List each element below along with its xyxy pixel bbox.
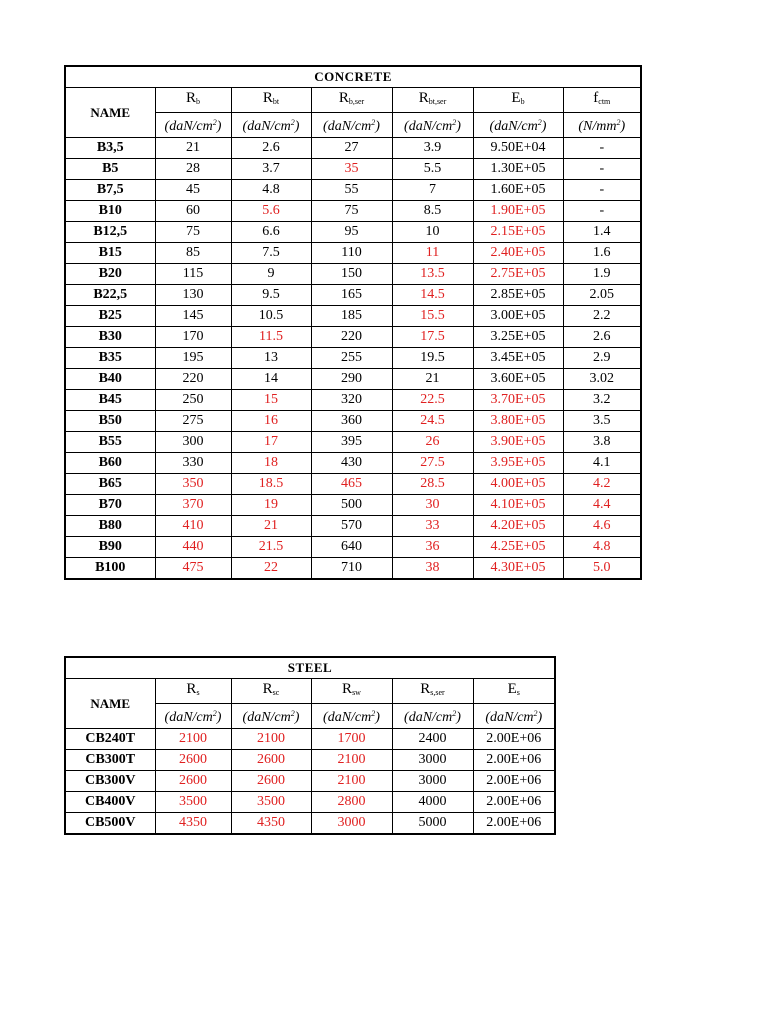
concrete-value-cell: 220 <box>311 327 392 348</box>
concrete-value-cell: 710 <box>311 558 392 580</box>
concrete-row <box>65 348 641 369</box>
concrete-value-cell: 2.75E+05 <box>473 264 563 285</box>
concrete-value-cell: 130 <box>155 285 231 306</box>
concrete-row <box>65 390 641 411</box>
concrete-value-cell: 75 <box>155 222 231 243</box>
concrete-value-cell: 4.6 <box>563 516 641 537</box>
unit-close: ) <box>294 710 300 725</box>
steel-value-cell: 2.00E+06 <box>473 750 555 771</box>
symbol-letter: R <box>262 681 273 697</box>
concrete-value-cell: 395 <box>311 432 392 453</box>
steel-row <box>65 771 555 792</box>
concrete-grade-name: B40 <box>65 369 155 390</box>
steel-column-symbol <box>392 679 473 704</box>
concrete-value-cell: 19.5 <box>392 348 473 369</box>
steel-column-symbol <box>155 679 231 704</box>
concrete-value-cell: 430 <box>311 453 392 474</box>
concrete-grade-name: B70 <box>65 495 155 516</box>
concrete-value-cell: 33 <box>392 516 473 537</box>
concrete-value-cell: 13 <box>231 348 311 369</box>
unit-exponent: 2 <box>290 709 295 718</box>
concrete-value-cell: 14 <box>231 369 311 390</box>
concrete-row <box>65 558 641 580</box>
steel-column-symbol <box>231 679 311 704</box>
steel-value-cell: 3000 <box>392 750 473 771</box>
concrete-value-cell: 440 <box>155 537 231 558</box>
concrete-grade-name: B65 <box>65 474 155 495</box>
steel-name-header: NAME <box>65 679 155 729</box>
concrete-value-cell: 4.8 <box>231 180 311 201</box>
steel-value-cell: 5000 <box>392 813 473 835</box>
concrete-value-cell: 3.95E+05 <box>473 453 563 474</box>
concrete-value-cell: 45 <box>155 180 231 201</box>
concrete-value-cell: 10.5 <box>231 306 311 327</box>
concrete-row <box>65 432 641 453</box>
concrete-value-cell: 350 <box>155 474 231 495</box>
concrete-row <box>65 411 641 432</box>
unit-text: (daN/cm <box>323 710 372 725</box>
concrete-value-cell: 30 <box>392 495 473 516</box>
symbol-letter: E <box>507 681 517 697</box>
unit-close: ) <box>456 119 461 134</box>
concrete-row <box>65 537 641 558</box>
concrete-value-cell: 6.6 <box>231 222 311 243</box>
concrete-grade-name: B80 <box>65 516 155 537</box>
concrete-value-cell: 115 <box>155 264 231 285</box>
concrete-value-cell: 36 <box>392 537 473 558</box>
unit-exponent: 2 <box>452 709 457 718</box>
symbol-subscript: sw <box>352 688 361 697</box>
concrete-value-cell: - <box>563 201 641 222</box>
concrete-value-cell: 4.20E+05 <box>473 516 563 537</box>
concrete-grade-name: B7,5 <box>65 180 155 201</box>
unit-text: (daN/cm <box>404 119 453 134</box>
concrete-column-unit <box>392 113 473 138</box>
concrete-value-cell: 75 <box>311 201 392 222</box>
concrete-value-cell: 21 <box>231 516 311 537</box>
concrete-value-cell: 19 <box>231 495 311 516</box>
unit-text: (daN/cm <box>164 710 213 725</box>
unit-text: (daN/cm <box>242 710 291 725</box>
steel-row <box>65 729 555 750</box>
steel-value-cell: 2.00E+06 <box>473 771 555 792</box>
steel-value-cell: 2600 <box>231 750 311 771</box>
concrete-value-cell: 4.2 <box>563 474 641 495</box>
concrete-value-cell: 465 <box>311 474 392 495</box>
steel-grade-name: CB300V <box>65 771 155 792</box>
steel-value-cell: 4350 <box>231 813 311 835</box>
concrete-value-cell: 14.5 <box>392 285 473 306</box>
concrete-value-cell: 640 <box>311 537 392 558</box>
concrete-value-cell: 8.5 <box>392 201 473 222</box>
concrete-column-symbol <box>392 88 473 113</box>
concrete-value-cell: 10 <box>392 222 473 243</box>
concrete-value-cell: 2.2 <box>563 306 641 327</box>
concrete-value-cell: 35 <box>311 159 392 180</box>
symbol-subscript: bt,ser <box>428 97 447 106</box>
unit-exponent: 2 <box>452 118 457 127</box>
steel-value-cell: 2.00E+06 <box>473 792 555 813</box>
concrete-value-cell: 250 <box>155 390 231 411</box>
concrete-column-unit <box>563 113 641 138</box>
concrete-value-cell: 13.5 <box>392 264 473 285</box>
unit-close: ) <box>216 710 222 725</box>
concrete-value-cell: 3.5 <box>563 411 641 432</box>
steel-column-unit <box>392 704 473 729</box>
unit-exponent: 2 <box>537 118 542 127</box>
concrete-body <box>65 138 641 580</box>
concrete-value-cell: 9.50E+04 <box>473 138 563 159</box>
unit-text: (daN/cm <box>404 710 453 725</box>
concrete-grade-name: B20 <box>65 264 155 285</box>
concrete-value-cell: 275 <box>155 411 231 432</box>
symbol-letter: f <box>593 90 599 106</box>
concrete-value-cell: 60 <box>155 201 231 222</box>
concrete-row <box>65 369 641 390</box>
concrete-value-cell: 2.40E+05 <box>473 243 563 264</box>
concrete-value-cell: 4.30E+05 <box>473 558 563 580</box>
concrete-value-cell: 7.5 <box>231 243 311 264</box>
concrete-value-cell: 21 <box>392 369 473 390</box>
concrete-value-cell: 110 <box>311 243 392 264</box>
steel-column-unit <box>311 704 392 729</box>
concrete-row <box>65 264 641 285</box>
concrete-value-cell: 330 <box>155 453 231 474</box>
concrete-grade-name: B90 <box>65 537 155 558</box>
concrete-value-cell: 145 <box>155 306 231 327</box>
concrete-value-cell: 570 <box>311 516 392 537</box>
symbol-letter: R <box>186 681 197 697</box>
concrete-row <box>65 180 641 201</box>
symbol-letter: R <box>185 90 196 106</box>
unit-exponent: 2 <box>533 709 538 718</box>
concrete-symbol-row <box>65 88 641 113</box>
steel-column-unit <box>231 704 311 729</box>
unit-text: (daN/cm <box>242 119 291 134</box>
steel-value-cell: 2100 <box>231 729 311 750</box>
concrete-grade-name: B12,5 <box>65 222 155 243</box>
concrete-value-cell: 11 <box>392 243 473 264</box>
concrete-column-symbol <box>231 88 311 113</box>
concrete-value-cell: 360 <box>311 411 392 432</box>
concrete-value-cell: 4.8 <box>563 537 641 558</box>
steel-value-cell: 2600 <box>155 771 231 792</box>
unit-exponent: 2 <box>290 118 295 127</box>
concrete-value-cell: 2.6 <box>231 138 311 159</box>
symbol-letter: R <box>418 90 429 106</box>
steel-grade-name: CB400V <box>65 792 155 813</box>
concrete-value-cell: 185 <box>311 306 392 327</box>
steel-body <box>65 729 555 835</box>
concrete-value-cell: 3.8 <box>563 432 641 453</box>
concrete-value-cell: 1.60E+05 <box>473 180 563 201</box>
concrete-row <box>65 222 641 243</box>
unit-text: (daN/cm <box>164 119 213 134</box>
unit-exponent: 2 <box>616 118 621 127</box>
concrete-column-symbol <box>311 88 392 113</box>
concrete-value-cell: 2.15E+05 <box>473 222 563 243</box>
steel-value-cell: 3000 <box>392 771 473 792</box>
concrete-value-cell: 3.7 <box>231 159 311 180</box>
concrete-row <box>65 138 641 159</box>
steel-value-cell: 4000 <box>392 792 473 813</box>
symbol-letter: R <box>338 90 349 106</box>
unit-exponent: 2 <box>212 118 217 127</box>
steel-column-unit <box>155 704 231 729</box>
steel-value-cell: 2600 <box>155 750 231 771</box>
concrete-value-cell: 1.9 <box>563 264 641 285</box>
concrete-value-cell: 18 <box>231 453 311 474</box>
steel-row <box>65 813 555 835</box>
concrete-value-cell: 3.60E+05 <box>473 369 563 390</box>
concrete-value-cell: 17.5 <box>392 327 473 348</box>
concrete-column-symbol <box>155 88 231 113</box>
concrete-grade-name: B50 <box>65 411 155 432</box>
concrete-grade-name: B25 <box>65 306 155 327</box>
concrete-row <box>65 243 641 264</box>
concrete-title: CONCRETE <box>65 66 641 88</box>
concrete-value-cell: - <box>563 138 641 159</box>
concrete-value-cell: 170 <box>155 327 231 348</box>
concrete-value-cell: 3.00E+05 <box>473 306 563 327</box>
concrete-value-cell: 4.1 <box>563 453 641 474</box>
concrete-row <box>65 285 641 306</box>
concrete-value-cell: 85 <box>155 243 231 264</box>
concrete-value-cell: 26 <box>392 432 473 453</box>
concrete-value-cell: 5.6 <box>231 201 311 222</box>
concrete-row <box>65 201 641 222</box>
steel-title: STEEL <box>65 657 555 679</box>
concrete-value-cell: 27.5 <box>392 453 473 474</box>
unit-close: ) <box>375 119 380 134</box>
symbol-letter: R <box>262 90 273 106</box>
concrete-value-cell: 2.9 <box>563 348 641 369</box>
concrete-value-cell: 28 <box>155 159 231 180</box>
concrete-value-cell: 3.9 <box>392 138 473 159</box>
concrete-row <box>65 327 641 348</box>
concrete-table <box>64 65 642 580</box>
unit-exponent: 2 <box>212 709 217 718</box>
symbol-letter: R <box>420 681 431 697</box>
unit-exponent: 2 <box>371 709 376 718</box>
steel-row <box>65 750 555 771</box>
symbol-subscript: bt <box>272 97 280 106</box>
concrete-value-cell: 28.5 <box>392 474 473 495</box>
concrete-value-cell: 22.5 <box>392 390 473 411</box>
concrete-value-cell: 9 <box>231 264 311 285</box>
unit-close: ) <box>620 119 626 134</box>
concrete-value-cell: 1.4 <box>563 222 641 243</box>
unit-text: (N/mm <box>578 119 617 134</box>
concrete-grade-name: B3,5 <box>65 138 155 159</box>
concrete-row <box>65 159 641 180</box>
concrete-value-cell: 4.00E+05 <box>473 474 563 495</box>
concrete-value-cell: 4.25E+05 <box>473 537 563 558</box>
symbol-subscript: s <box>196 688 200 697</box>
steel-value-cell: 3500 <box>155 792 231 813</box>
concrete-header <box>65 66 641 138</box>
concrete-grade-name: B10 <box>65 201 155 222</box>
concrete-value-cell: 500 <box>311 495 392 516</box>
concrete-value-cell: 38 <box>392 558 473 580</box>
unit-close: ) <box>456 710 461 725</box>
concrete-value-cell: 3.02 <box>563 369 641 390</box>
concrete-value-cell: 15.5 <box>392 306 473 327</box>
concrete-value-cell: - <box>563 159 641 180</box>
steel-symbol-row <box>65 679 555 704</box>
concrete-value-cell: 22 <box>231 558 311 580</box>
concrete-value-cell: 27 <box>311 138 392 159</box>
concrete-value-cell: 3.45E+05 <box>473 348 563 369</box>
concrete-value-cell: 370 <box>155 495 231 516</box>
steel-column-unit <box>473 704 555 729</box>
concrete-value-cell: 320 <box>311 390 392 411</box>
concrete-row <box>65 306 641 327</box>
concrete-value-cell: - <box>563 180 641 201</box>
concrete-value-cell: 410 <box>155 516 231 537</box>
concrete-grade-name: B15 <box>65 243 155 264</box>
concrete-column-unit <box>155 113 231 138</box>
symbol-subscript: b <box>520 97 525 106</box>
concrete-name-header: NAME <box>65 88 155 138</box>
concrete-value-cell: 55 <box>311 180 392 201</box>
steel-column-symbol <box>311 679 392 704</box>
steel-header <box>65 657 555 729</box>
concrete-value-cell: 11.5 <box>231 327 311 348</box>
concrete-column-unit <box>473 113 563 138</box>
steel-table <box>64 656 556 835</box>
concrete-value-cell: 9.5 <box>231 285 311 306</box>
concrete-grade-name: B45 <box>65 390 155 411</box>
concrete-value-cell: 220 <box>155 369 231 390</box>
concrete-grade-name: B55 <box>65 432 155 453</box>
concrete-value-cell: 3.70E+05 <box>473 390 563 411</box>
steel-value-cell: 4350 <box>155 813 231 835</box>
unit-close: ) <box>537 710 543 725</box>
unit-close: ) <box>375 710 380 725</box>
steel-value-cell: 3000 <box>311 813 392 835</box>
concrete-grade-name: B22,5 <box>65 285 155 306</box>
concrete-value-cell: 3.80E+05 <box>473 411 563 432</box>
concrete-value-cell: 300 <box>155 432 231 453</box>
concrete-value-cell: 475 <box>155 558 231 580</box>
symbol-letter: E <box>511 90 521 106</box>
concrete-value-cell: 5.0 <box>563 558 641 580</box>
steel-value-cell: 2100 <box>311 771 392 792</box>
steel-grade-name: CB500V <box>65 813 155 835</box>
concrete-row <box>65 516 641 537</box>
symbol-subscript: sc <box>272 688 280 697</box>
concrete-value-cell: 165 <box>311 285 392 306</box>
concrete-value-cell: 24.5 <box>392 411 473 432</box>
unit-close: ) <box>294 119 300 134</box>
steel-grade-name: CB240T <box>65 729 155 750</box>
concrete-value-cell: 1.30E+05 <box>473 159 563 180</box>
concrete-value-cell: 3.25E+05 <box>473 327 563 348</box>
concrete-value-cell: 16 <box>231 411 311 432</box>
concrete-value-cell: 195 <box>155 348 231 369</box>
concrete-grade-name: B5 <box>65 159 155 180</box>
steel-value-cell: 2100 <box>311 750 392 771</box>
unit-text: (daN/cm <box>485 710 534 725</box>
concrete-value-cell: 3.2 <box>563 390 641 411</box>
concrete-row <box>65 453 641 474</box>
steel-value-cell: 2600 <box>231 771 311 792</box>
unit-exponent: 2 <box>371 118 376 127</box>
concrete-column-symbol <box>563 88 641 113</box>
concrete-grade-name: B100 <box>65 558 155 580</box>
steel-column-symbol <box>473 679 555 704</box>
symbol-subscript: ctm <box>598 97 611 106</box>
concrete-value-cell: 17 <box>231 432 311 453</box>
unit-close: ) <box>541 119 547 134</box>
concrete-value-cell: 2.85E+05 <box>473 285 563 306</box>
concrete-value-cell: 95 <box>311 222 392 243</box>
steel-row <box>65 792 555 813</box>
concrete-column-symbol <box>473 88 563 113</box>
unit-text: (daN/cm <box>489 119 538 134</box>
concrete-row <box>65 495 641 516</box>
concrete-value-cell: 7 <box>392 180 473 201</box>
concrete-value-cell: 4.10E+05 <box>473 495 563 516</box>
concrete-value-cell: 2.05 <box>563 285 641 306</box>
steel-grade-name: CB300T <box>65 750 155 771</box>
steel-value-cell: 1700 <box>311 729 392 750</box>
concrete-value-cell: 5.5 <box>392 159 473 180</box>
concrete-value-cell: 150 <box>311 264 392 285</box>
concrete-column-unit <box>231 113 311 138</box>
concrete-grade-name: B35 <box>65 348 155 369</box>
concrete-grade-name: B30 <box>65 327 155 348</box>
steel-value-cell: 2.00E+06 <box>473 813 555 835</box>
concrete-value-cell: 21.5 <box>231 537 311 558</box>
symbol-subscript: b <box>196 97 200 106</box>
symbol-letter: R <box>342 681 353 697</box>
unit-text: (daN/cm <box>323 119 372 134</box>
steel-value-cell: 3500 <box>231 792 311 813</box>
concrete-value-cell: 1.90E+05 <box>473 201 563 222</box>
symbol-subscript: s <box>516 688 520 697</box>
symbol-subscript: b,ser <box>348 97 365 106</box>
steel-value-cell: 2800 <box>311 792 392 813</box>
concrete-value-cell: 255 <box>311 348 392 369</box>
steel-value-cell: 2.00E+06 <box>473 729 555 750</box>
steel-value-cell: 2100 <box>155 729 231 750</box>
concrete-value-cell: 15 <box>231 390 311 411</box>
concrete-value-cell: 18.5 <box>231 474 311 495</box>
concrete-value-cell: 290 <box>311 369 392 390</box>
unit-close: ) <box>216 119 222 134</box>
concrete-row <box>65 474 641 495</box>
concrete-value-cell: 2.6 <box>563 327 641 348</box>
concrete-value-cell: 1.6 <box>563 243 641 264</box>
steel-value-cell: 2400 <box>392 729 473 750</box>
symbol-subscript: s,ser <box>430 688 445 697</box>
concrete-column-unit <box>311 113 392 138</box>
concrete-value-cell: 3.90E+05 <box>473 432 563 453</box>
concrete-grade-name: B60 <box>65 453 155 474</box>
concrete-value-cell: 21 <box>155 138 231 159</box>
concrete-value-cell: 4.4 <box>563 495 641 516</box>
